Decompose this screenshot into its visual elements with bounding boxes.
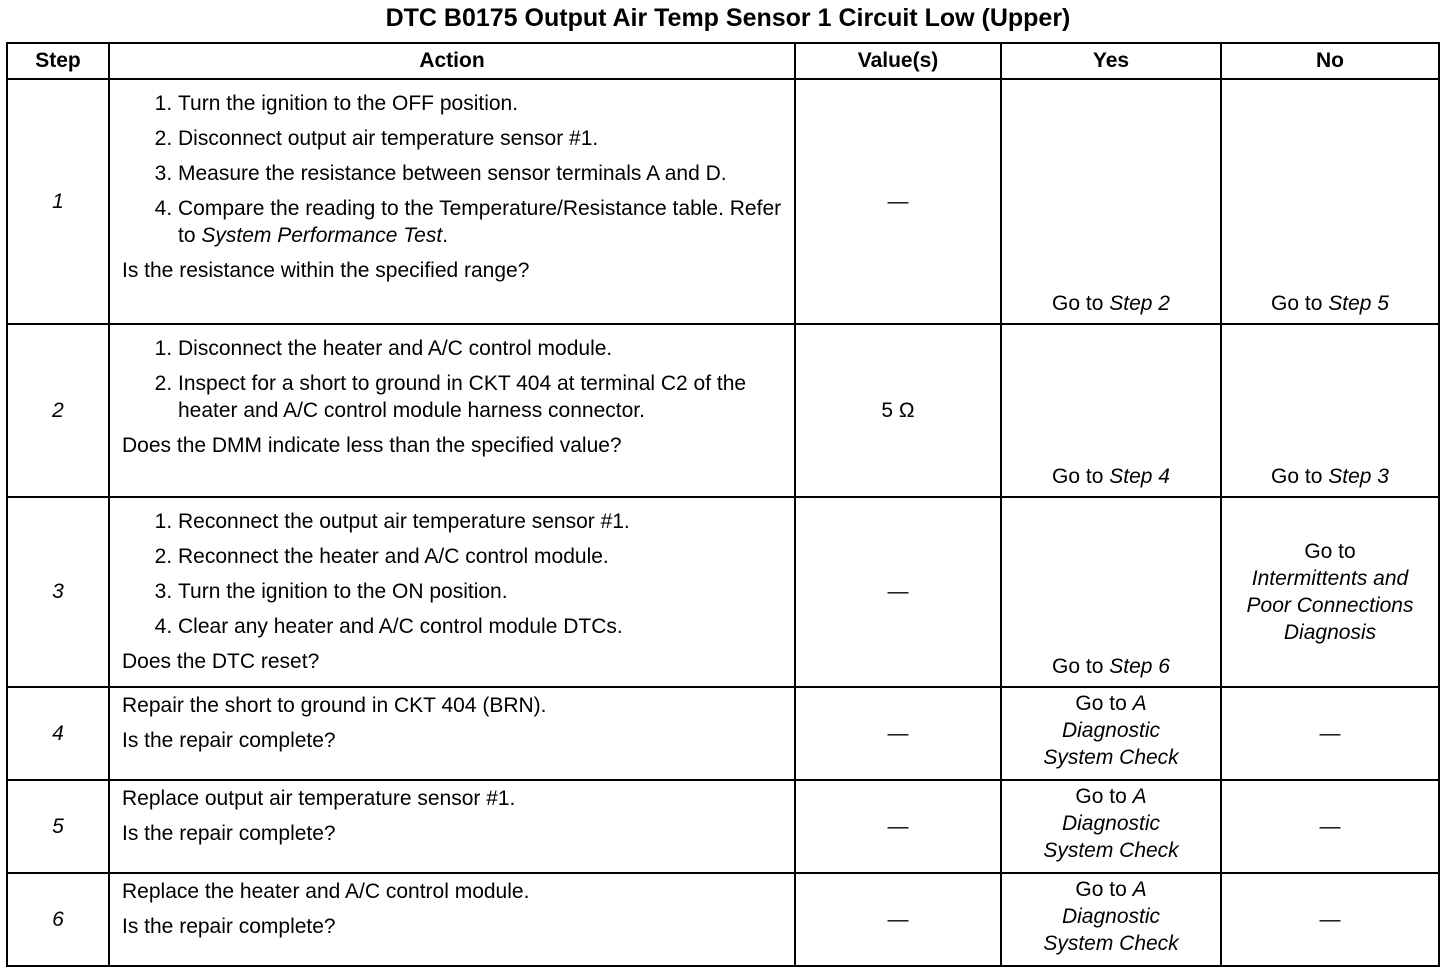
step-link[interactable]: Step 3: [1328, 465, 1389, 488]
yes-cell: [1001, 687, 1221, 780]
table-row: [7, 324, 1439, 497]
action-list: [122, 90, 786, 249]
header-no: No: [1221, 43, 1439, 79]
step-link[interactable]: Step 2: [1109, 292, 1170, 315]
value-cell: —: [795, 873, 1001, 966]
go-to-text: Go to: [1052, 292, 1110, 315]
header-step: Step: [7, 43, 109, 79]
list-item: 3. Measure the resistance between sensor terminals A and D.: [178, 160, 786, 187]
action-text: Replace output air temperature sensor #1.: [122, 787, 516, 810]
go-to-text: Go to: [1052, 655, 1110, 678]
step-number: 3: [7, 497, 109, 687]
yes-cell: [1001, 324, 1221, 497]
go-to-text: Go to: [1304, 540, 1356, 563]
header-row: [7, 43, 1439, 79]
action-cell: [109, 497, 795, 687]
go-to-text: Go to: [1075, 785, 1133, 808]
action-text: Repair the short to ground in CKT 404 (BRN).: [122, 694, 547, 717]
header-values: Value(s): [795, 43, 1001, 79]
action-text: .: [442, 224, 449, 247]
step-link[interactable]: Step 5: [1328, 292, 1389, 315]
reference-link[interactable]: System Performance Test: [201, 224, 443, 247]
table-row: [7, 780, 1439, 873]
step-link[interactable]: Step 4: [1109, 465, 1170, 488]
diagnostic-table: [6, 42, 1440, 967]
step-number: 2: [7, 324, 109, 497]
list-item: 2. Inspect for a short to ground in CKT 404 at terminal C2 of the heater and A/C control module harness connector.: [178, 370, 786, 424]
diagnostic-link[interactable]: Diagnostic System Check: [1043, 905, 1179, 955]
diagnostic-link[interactable]: Diagnostic System Check: [1043, 812, 1179, 862]
step-number: 6: [7, 873, 109, 966]
no-cell: [1221, 324, 1439, 497]
yes-cell: [1001, 873, 1221, 966]
value-cell: —: [795, 687, 1001, 780]
page-title: DTC B0175 Output Air Temp Sensor 1 Circuit Low (Upper): [385, 4, 1071, 32]
value-cell: 5 Ω: [795, 324, 1001, 497]
step-link[interactable]: A: [1132, 692, 1147, 715]
step-number: 4: [7, 687, 109, 780]
list-item: 2. Reconnect the heater and A/C control module.: [178, 543, 786, 570]
step-link[interactable]: A: [1132, 878, 1147, 901]
list-item: 3. Turn the ignition to the ON position.: [178, 578, 786, 605]
question-text: Is the repair complete?: [122, 822, 336, 845]
value-cell: —: [795, 79, 1001, 324]
no-cell: —: [1221, 873, 1439, 966]
action-text: Compare the reading to the Temperature/Resistance table. Refer to: [178, 197, 782, 247]
action-cell: [109, 79, 795, 324]
no-cell: —: [1221, 780, 1439, 873]
go-to-text: Go to: [1075, 692, 1133, 715]
question-text: Is the repair complete?: [122, 729, 336, 752]
step-link[interactable]: A: [1132, 785, 1147, 808]
step-number: 1: [7, 79, 109, 324]
list-item: 1. Disconnect the heater and A/C control module.: [178, 335, 786, 362]
go-to-text: Go to: [1271, 292, 1329, 315]
no-cell: [1221, 497, 1439, 687]
value-cell: —: [795, 497, 1001, 687]
value-cell: —: [795, 780, 1001, 873]
diagnostic-link[interactable]: Diagnostic System Check: [1043, 719, 1179, 769]
go-to-text: Go to: [1271, 465, 1329, 488]
list-item: 1. Turn the ignition to the OFF position.: [178, 90, 786, 117]
yes-cell: [1001, 780, 1221, 873]
yes-cell: [1001, 79, 1221, 324]
action-cell: [109, 687, 795, 780]
step-number: 5: [7, 780, 109, 873]
yes-cell: [1001, 497, 1221, 687]
no-cell: [1221, 79, 1439, 324]
table-row: [7, 687, 1439, 780]
go-to-text: Go to: [1052, 465, 1110, 488]
question-text: Does the DTC reset?: [122, 650, 320, 673]
action-cell: [109, 780, 795, 873]
action-cell: [109, 873, 795, 966]
question-text: Is the resistance within the specified range?: [122, 259, 530, 282]
diagnosis-link[interactable]: Intermittents and Poor Connections Diagnosis: [1246, 567, 1414, 644]
list-item: 1. Reconnect the output air temperature sensor #1.: [178, 508, 786, 535]
action-list: [122, 335, 786, 424]
action-cell: [109, 324, 795, 497]
header-yes: Yes: [1001, 43, 1221, 79]
table-row: [7, 873, 1439, 966]
table-row: [7, 79, 1439, 324]
go-to-text: Go to: [1075, 878, 1133, 901]
list-item: [178, 195, 786, 249]
action-text: Replace the heater and A/C control module.: [122, 880, 530, 903]
no-cell: —: [1221, 687, 1439, 780]
header-action: Action: [109, 43, 795, 79]
list-item: 4. Clear any heater and A/C control module DTCs.: [178, 613, 786, 640]
list-item: 2. Disconnect output air temperature sensor #1.: [178, 125, 786, 152]
question-text: Does the DMM indicate less than the specified value?: [122, 434, 622, 457]
action-list: [122, 508, 786, 640]
table-row: [7, 497, 1439, 687]
question-text: Is the repair complete?: [122, 915, 336, 938]
step-link[interactable]: Step 6: [1109, 655, 1170, 678]
